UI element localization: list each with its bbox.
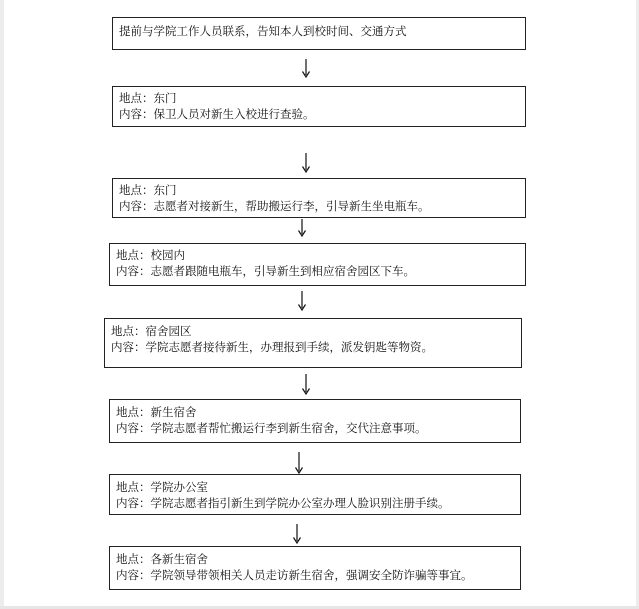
flow-arrow-1 bbox=[300, 59, 312, 78]
step-7-location: 地点：学院办公室 bbox=[116, 480, 208, 494]
step-1-text: 提前与学院工作人员联系，告知本人到校时间、交通方式 bbox=[119, 24, 407, 38]
flow-step-8 bbox=[109, 546, 521, 590]
flow-arrow-7 bbox=[291, 524, 303, 544]
step-8-content: 内容：学院领导带领相关人员走访新生宿舍，强调安全防诈骗等事宜。 bbox=[116, 568, 473, 582]
flow-step-6 bbox=[109, 399, 521, 443]
step-5-location: 地点：宿舍园区 bbox=[111, 324, 192, 338]
step-3-content: 内容：志愿者对接新生，帮助搬运行李，引导新生坐电瓶车。 bbox=[119, 199, 430, 213]
flow-step-4 bbox=[109, 243, 526, 286]
flow-step-2 bbox=[112, 86, 526, 127]
flow-step-5 bbox=[104, 318, 522, 368]
flow-arrow-4 bbox=[296, 291, 308, 311]
step-4-content: 内容：志愿者跟随电瓶车，引导新生到相应宿舍园区下车。 bbox=[116, 264, 415, 278]
step-4-location: 地点：校园内 bbox=[116, 248, 185, 262]
step-5-content: 内容：学院志愿者接待新生，办理报到手续，派发钥匙等物资。 bbox=[111, 340, 433, 354]
step-2-location: 地点：东门 bbox=[119, 91, 177, 105]
flow-step-1 bbox=[112, 17, 526, 50]
step-6-content: 内容：学院志愿者帮忙搬运行李到新生宿舍，交代注意事项。 bbox=[116, 421, 427, 435]
page-edge-left bbox=[0, 0, 4, 609]
step-7-content: 内容：学院志愿者指引新生到学院办公室办理人脸识别注册手续。 bbox=[116, 496, 450, 510]
flow-arrow-5 bbox=[300, 374, 312, 395]
step-6-location: 地点：新生宿舍 bbox=[116, 405, 197, 419]
step-2-content: 内容：保卫人员对新生入校进行查验。 bbox=[119, 107, 315, 121]
flow-arrow-2 bbox=[300, 153, 312, 173]
flow-step-3 bbox=[112, 178, 526, 218]
flow-arrow-3 bbox=[296, 219, 308, 237]
step-8-location: 地点：各新生宿舍 bbox=[116, 552, 208, 566]
flow-step-7 bbox=[109, 474, 521, 515]
step-3-location: 地点：东门 bbox=[119, 183, 177, 197]
flow-arrow-6 bbox=[293, 452, 305, 474]
